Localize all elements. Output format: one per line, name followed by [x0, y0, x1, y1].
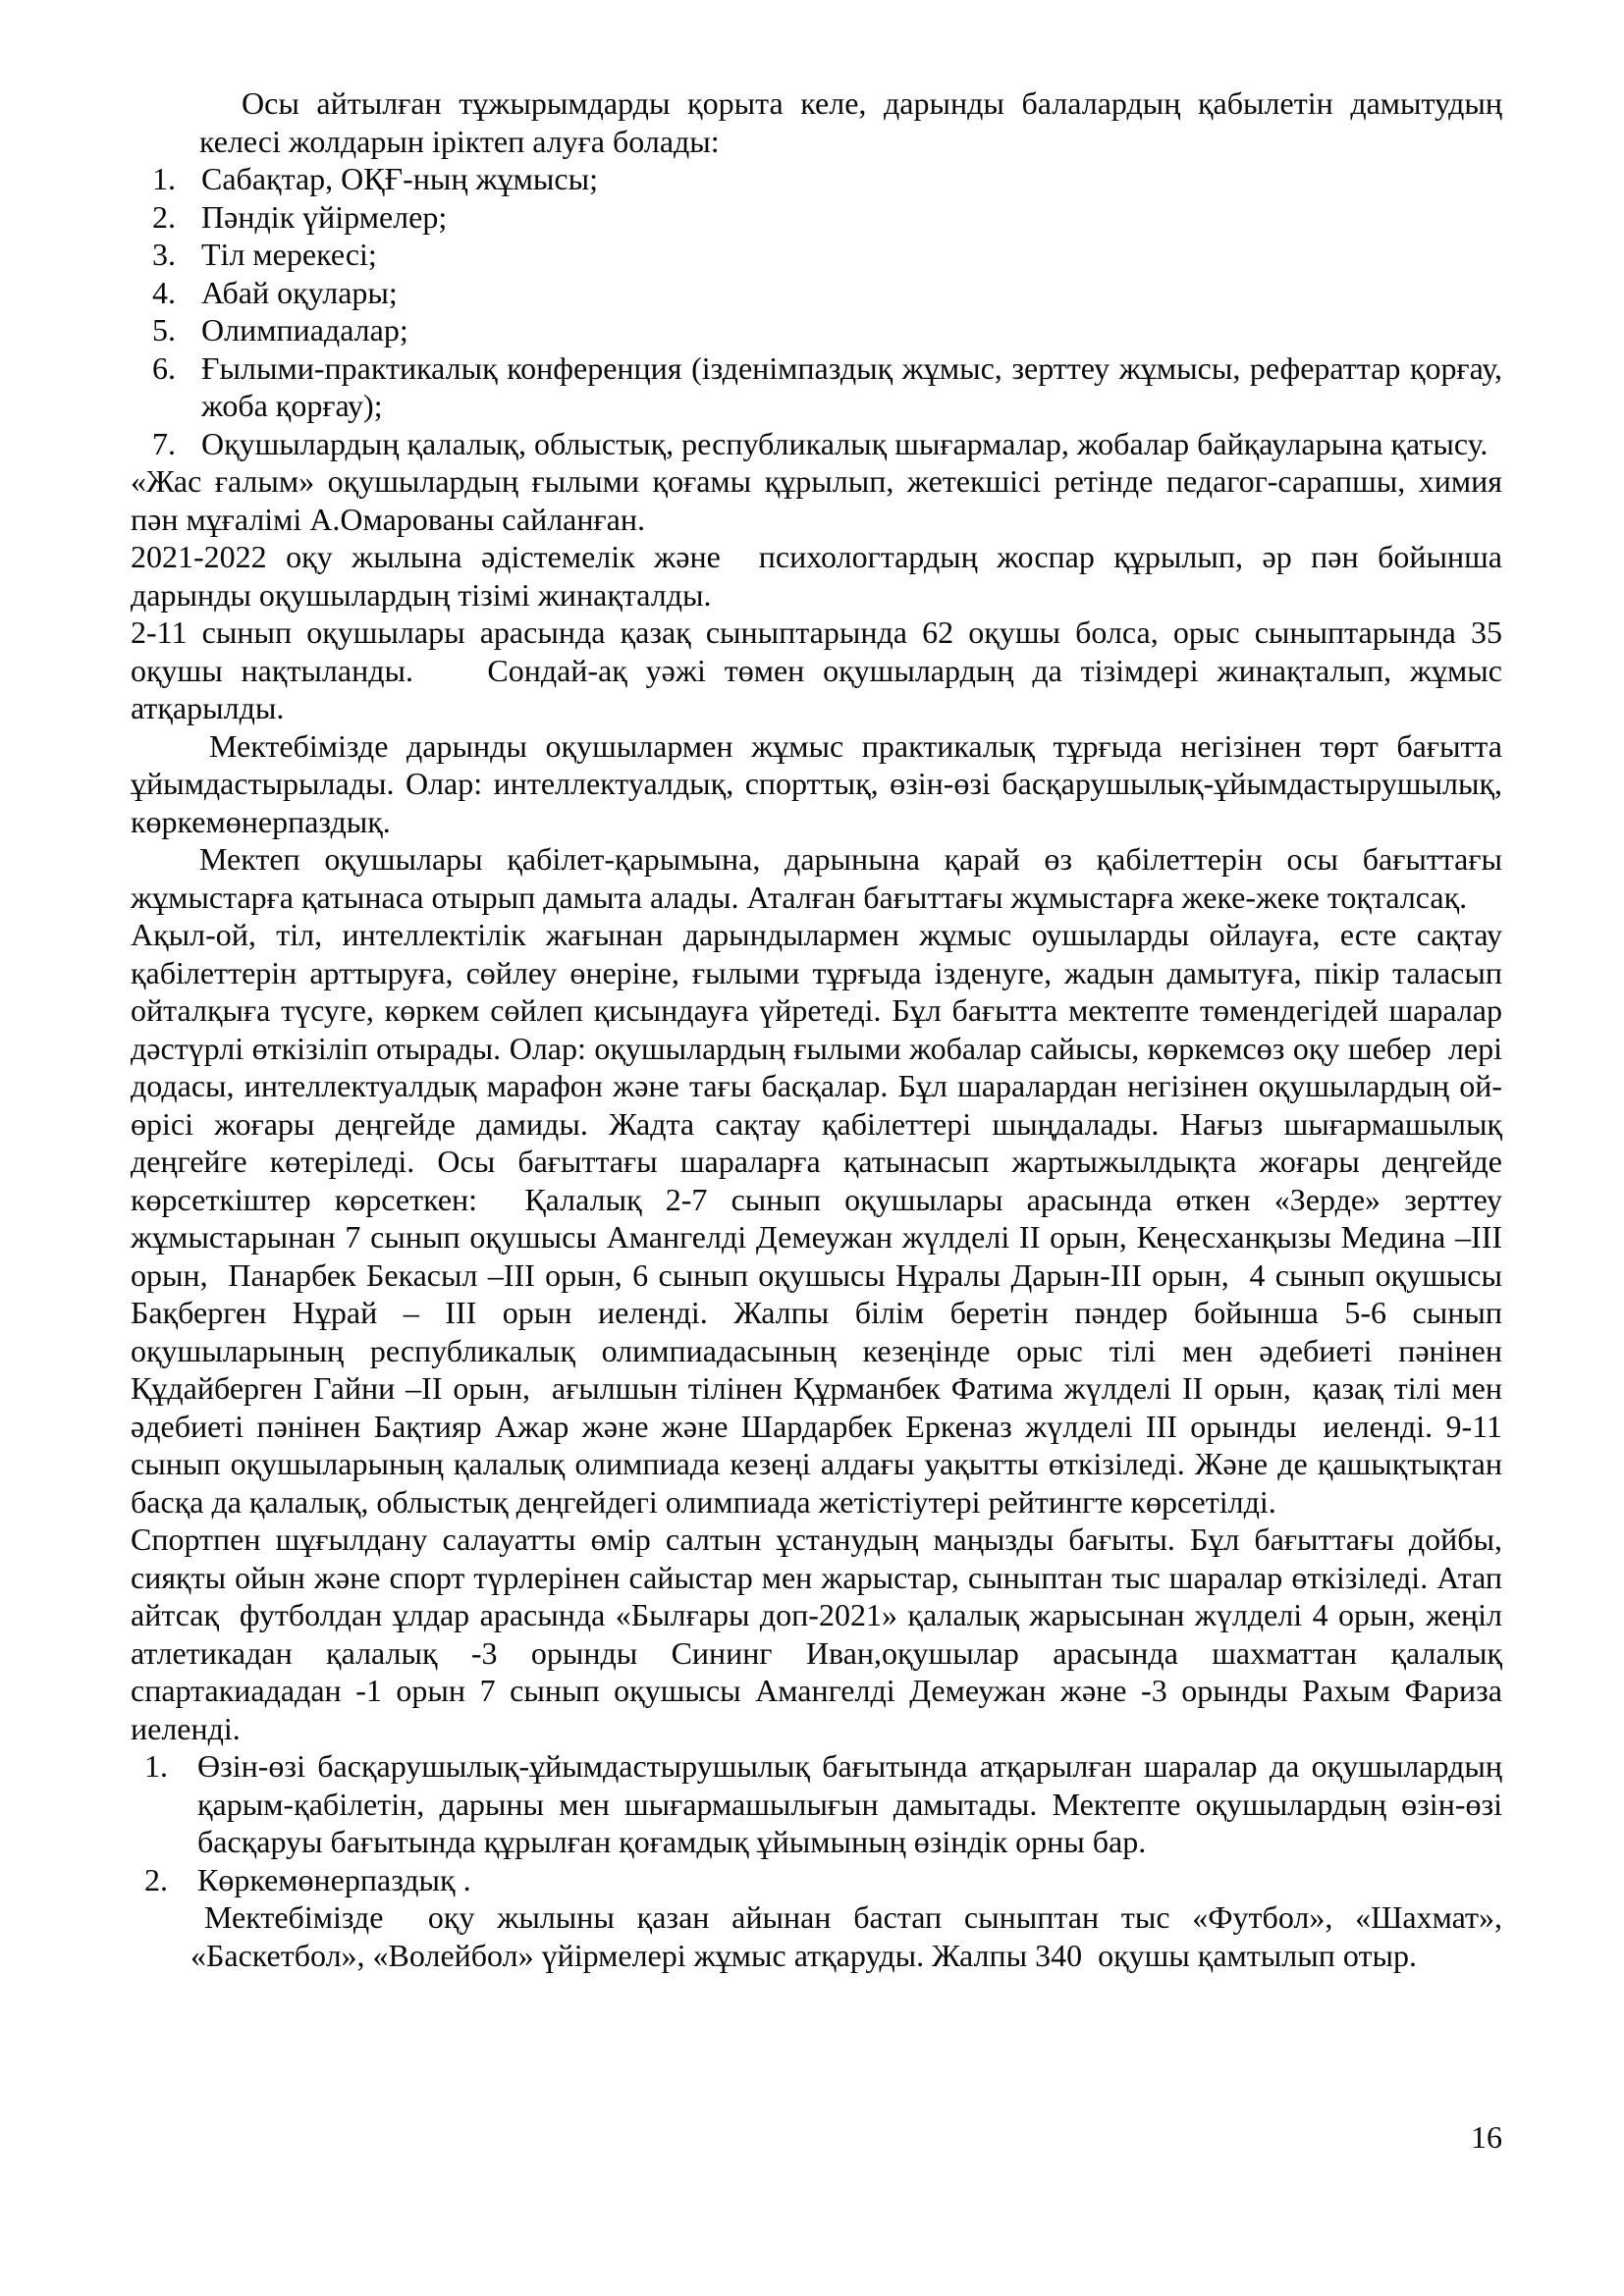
- list-item-text: Тіл мерекесі;: [201, 237, 377, 272]
- list-item-text: Пәндік үйірмелер;: [201, 198, 448, 235]
- intro-paragraph: Осы айтылған тұжырымдарды қорыта келе, дарынды балалардың қабылетін дамытудың келесі жолдарын іріктеп алуға болады:: [199, 85, 1510, 159]
- paragraph-clubs-closing: Мектебімізде оқу жылыны қазан айынан бастап сыныптан тыс «Футбол», «Шахмат», «Баскетбол», «Волейбол» үйірмелері жұмыс атқаруды. Жалпы 340 оқушы қамтылып отыр.: [190, 1899, 1510, 1973]
- list-item-text: Көркемөнерпаздық .: [197, 1861, 471, 1897]
- list-item: [131, 349, 1510, 425]
- list-item-number: 6.: [152, 349, 176, 386]
- paragraph-intellectual-direction: Ақыл-ой, тіл, интеллектілік жағынан дарындылармен жұмыс оушыларды ойлауға, есте сақтау қабілеттерін арттыруға, сөйлеу өнеріне, ғылыми тұрғыда ізденуге, жадын дамытуға, пікір таласып ойталқыға түсуге, көркем сөйлеп қисындауға үйретеді. Бұл бағытта мектепте төмендегідей шаралар дәстүрлі өткізіліп отырады. Олар: оқушылардың ғылыми жобалар сайысы, көркемсөз оқу шебер лері додасы, интеллектуалдық марафон және тағы басқалар. Бұл шаралардан негізінен оқушылардың ой-өрісі жоғары деңгейде дамиды. Жадта сақтау қабілеттері шыңдалады. Нағыз шығармашылық деңгейге көтеріледі. Осы бағыттағы шараларға қатынасып жартыжылдықта жоғары деңгейде көрсеткіштер көрсеткен: Қалалық 2-7 сынып оқушылары арасында өткен «Зерде» зерттеу жұмыстарынан 7 сынып оқушысы Амангелді Демеужан жүлделі II орын, Кеңесханқызы Медина –III орын, Панарбек Бекасыл –III орын, 6 сынып оқушысы Нұралы Дарын-III орын, 4 сынып оқушысы Бақберген Нұрай – III орын иеленді. Жалпы білім беретін пәндер бойынша 5-6 сынып оқушыларының республикалық олимпиадасының кезеңінде орыс тілі мен әдебиеті пәнінен Құдайберген Гайни –II орын, ағылшын тілінен Құрманбек Фатима жүлделі II орын, қазақ тілі мен әдебиеті пәнінен Бақтияр Ажар және және Шардарбек Еркеназ жүлделі III орынды иеленді. 9-11 сынып оқушыларының қалалық олимпиада кезеңі алдағы уақытты өткізіледі. Және де қашықтықтан басқа да қалалық, облыстық деңгейдегі олимпиада жетістіутері рейтингте көрсетілді.: [131, 917, 1510, 1520]
- document-body: [131, 84, 1510, 1974]
- paragraph-sport-direction: Спортпен шұғылдану салауатты өмір салтын ұстанудың маңызды бағыты. Бұл бағыттағы дойбы, сияқты ойын және спорт түрлерінен сайыстар мен жарыстар, сыныптан тыс шаралар өткізіледі. Атап айтсақ футболдан ұлдар арасында «Былғары доп-2021» қалалық жарысынан жүлделі 4 орын, жеңіл атлетикадан қалалық -3 орынды Сининг Иван,оқушылар арасында шахматтан қалалық спартакиададан -1 орын 7 сынып оқушысы Амангелді Демеужан және -3 орынды Рахым Фариза иеленді.: [131, 1522, 1510, 1746]
- list-item: [131, 1747, 1510, 1861]
- list-item-number: 3.: [152, 237, 176, 272]
- list-item-number: 5.: [152, 312, 176, 347]
- list-item: [131, 236, 1502, 274]
- paragraph-year-plan: 2021-2022 оқу жылына әдістемелік және психологтардың жоспар құрылып, әр пән бойынша дарынды оқушылардың тізімі жинақталды.: [131, 539, 1510, 613]
- list-item-text: Оқушылардың қалалық, облыстық, республикалық шығармалар, жобалар байқауларына қатысу.: [201, 425, 1489, 461]
- list-item-text: Олимпиадалар;: [201, 312, 408, 347]
- list-item: [131, 274, 1502, 312]
- paragraph-zhas-galym: «Жас ғалым» оқушылардың ғылыми қоғамы құрылып, жетекшісі ретінде педагог-сарапшы, химия пән мұғалімі А.Омарованы сайланған.: [131, 463, 1510, 537]
- list-item: [131, 425, 1502, 463]
- list-item-text: Ғылыми-практикалық конференция (ізденімпаздық жұмыс, зерттеу жұмысы, рефераттар қорғау, жоба қорғау);: [201, 349, 1510, 423]
- list-item-text: Өзін-өзі басқарушылық-ұйымдастырушылық бағытында атқарылған шаралар да оқушылардың қарым-қабілетін, дарыны мен шығармашылығын дамытады. Мектепте оқушылардың өзін-өзі басқаруы бағытында құрылған қоғамдық ұйымының өзіндік орны бар.: [197, 1748, 1510, 1859]
- paragraph-abilities: Мектеп оқушылары қабілет-қарымына, дарынына қарай өз қабілеттерін осы бағыттағы жұмыстарға қатынаса отырып дамыта алады. Аталған бағыттағы жұмыстарға жеке-жеке тоқталсақ.: [131, 841, 1510, 915]
- list-item-number: 2.: [152, 198, 176, 235]
- list-item-text: Абай оқулары;: [201, 274, 398, 310]
- list-item-number: 2.: [144, 1861, 168, 1897]
- list-item-number: 4.: [152, 274, 176, 310]
- list-item-number: 1.: [144, 1748, 168, 1784]
- list-item: [131, 1861, 1502, 1899]
- list-item: [131, 198, 1502, 237]
- paragraph-class-counts: 2-11 сынып оқушылары арасында қазақ сыныптарында 62 оқушы болса, орыс сыныптарында 35 оқушы нақтыланды. Сондай-ақ уәжі төмен оқушылардың да тізімдері жинақталып, жұмыс атқарылды.: [131, 614, 1510, 725]
- list-item: [131, 311, 1502, 349]
- numbered-list-2: [131, 1747, 1510, 1898]
- list-item-text: Сабақтар, ОҚҒ-ның жұмысы;: [201, 161, 598, 196]
- paragraph-four-directions: Мектебімізде дарынды оқушылармен жұмыс практикалық тұрғыда негізінен төрт бағытта ұйымдастырылады. Олар: интеллектуалдық, спорттық, өзін-өзі басқарушылық-ұйымдастырушылық, көркемөнерпаздық.: [131, 727, 1510, 839]
- numbered-list-1: [131, 160, 1510, 462]
- list-item: [131, 160, 1502, 198]
- list-item-number: 1.: [152, 161, 176, 196]
- list-item-number: 7.: [152, 425, 176, 461]
- page-number: 16: [1471, 2119, 1502, 2155]
